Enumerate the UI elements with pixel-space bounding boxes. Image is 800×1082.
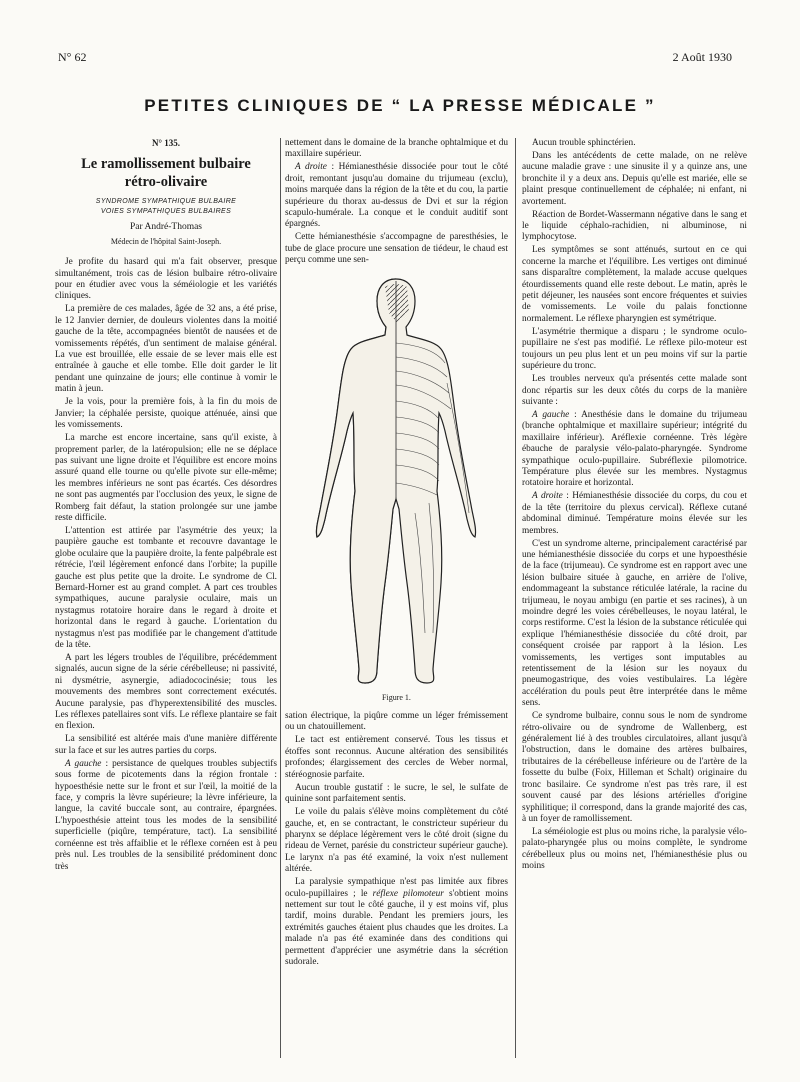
paragraph: Cette hémianesthésie s'accompagne de paresthésies, le tube de glace procure une sensation de tiédeur, le chaud est perçu comme une sen- — [285, 232, 508, 266]
paragraph: C'est un syndrome alterne, principalement caractérisé par une hémianesthésie dissociée du corps et une hypoesthésie de la face (trijumeau). Ce syndrome est en rapport avec une lésion bulbaire située à gauche, en arrière de l'olive, endommageant la substance réticulée latérale, la racine du trijumeau, le noyau ambigu (en partie et ses racines), à un moindre degré les voies cérébelleuses, le noyau latéral, le corps restiforme. C'est la lésion de la substance réticulée qui explique l'hémianesthésie dissociée du côté droit, par conséquent croisée par rapport à la lésion. Les vomissements, les vertiges sont imputables au retentissement de la lésion sur les noyaux du pneumogastrique, des voies vestibulaires. La légère accélération du pouls peut être interprétée dans le même sens. — [522, 538, 747, 709]
article-title — [55, 155, 277, 191]
paragraph-emphasis: réflexe pilomoteur — [372, 888, 444, 899]
paragraph-lead: A gauche — [65, 758, 102, 769]
paragraph-text: : Anesthésie dans le domaine du trijumeau (branche ophtalmique et maxillaire supérieur; intégrité du maxillaire inférieur). Aréflexie cornéenne. Très légère ébauche de paralysie vélo-palato-pharyngée. Syndrome sympathique oculo-pupillaire. Subréflexie pilomotrice. Température plus élevée sur les membres. Nystagmus rotatoire horaire et horizontal. — [522, 409, 747, 489]
paragraph: La séméiologie est plus ou moins riche, la paralysie vélo-palato-pharyngée plus ou moins complète, le syndrome cérébelleux plus ou moins net, l'hémianesthésie plus ou moins — [522, 826, 747, 872]
paragraph — [285, 877, 508, 968]
article-number: N° 135. — [151, 138, 181, 148]
paragraph — [522, 410, 747, 490]
paragraph: A part les légers troubles de l'équilibre, précédemment signalés, aucun signe de la série cérébelleuse; ni passivité, ni dysmétrie, asynergie, adiadococinésie; tous les mouvements des membres sont correctement exécutés. Aucune paralysie, pas d'hyperextensibilité des muscles. Les réflexes patellaires sont vifs. Le réflexe plantaire se fait en flexion. — [55, 653, 277, 732]
column-divider — [280, 138, 281, 1058]
paragraph: Le tact est entièrement conservé. Tous les tissus et étoffes sont reconnus. Aucune altération des sensibilités profondes; élargissement des cercles de Weber normal, stéréognosie parfaite. — [285, 735, 508, 780]
paragraph — [522, 491, 747, 537]
column-1 — [55, 138, 277, 873]
dermatome-figure — [285, 273, 507, 688]
paragraph — [285, 162, 508, 230]
paragraph: Aucun trouble sphinctérien. — [532, 138, 636, 148]
paragraph: Les troubles nerveux qu'a présentés cette malade sont donc répartis sur les deux côtés du corps de la manière suivante : — [522, 374, 747, 407]
paragraph-lead: A droite — [295, 162, 327, 173]
paragraph: Je la vois, pour la première fois, à la fin du mois de Janvier; la céphalée persiste, quoique atténuée, ainsi que les vomissements. — [55, 397, 277, 431]
issue-number: N° 62 — [58, 50, 87, 64]
column-3 — [522, 138, 747, 873]
body-sensory-map-illustration — [285, 273, 507, 688]
paragraph-text: s'obtient moins nettement sur tout le côté gauche, il y est moins vif, plus tardif, moins durable. Pendant les premiers jours, les extrémités gauches étaient plus chaudes que les droites. La malade n'a pas été examinée dans des conditions qui permettent d'apprécier une asymétrie dans la sécrétion sudorale. — [285, 888, 508, 967]
paragraph: Je profite du hasard qui m'a fait observer, presque simultanément, trois cas de lésion bulbaire rétro-olivaire pour en étudier avec vous la séméiologie et les variétés cliniques. — [55, 257, 277, 302]
figure-caption: Figure 1. — [382, 692, 411, 702]
paragraph — [55, 759, 277, 873]
paragraph: La marche est encore incertaine, sans qu'il existe, à proprement parler, de la latéropulsion; elle ne se déplace pas suivant une ligne droite et l'équilibre est encore moins assuré quand elle tourne ou qu'elle pivote sur elle-même; les membres inférieurs ne sont pas écartés. Ces désordres ne sont pas augmentés par l'occlusion des yeux, le signe de Romberg fait défaut, la station prolongée sur une jambe reste difficile. — [55, 433, 277, 523]
article-subtitle: SYNDROME SYMPATHIQUE BULBAIRE — [95, 198, 237, 206]
article-subtitle: VOIES SYMPATHIQUES BULBAIRES — [100, 208, 232, 216]
column-divider — [515, 138, 516, 1058]
column-2 — [285, 138, 508, 968]
paragraph-text: : Hémianesthésie dissociée du corps, du cou et de la tête (territoire du plexus cervical). Réflexe cutané abdominal diminué. Température moins élevée sur les membres. — [522, 491, 747, 536]
article-title-line: rétro-olivaire — [124, 174, 208, 191]
paragraph: L'asymétrie thermique a disparu ; le syndrome oculo-pupillaire ne s'est pas modifié. Le réflexe pilo-moteur est toujours un peu plus lent et un peu moins vif sur la partie supérieure du tronc. — [522, 326, 747, 372]
paragraph: Dans les antécédents de cette malade, on ne relève aucune maladie grave : une sinusite il y a quinze ans, une bronchite il y a deux ans. Depuis qu'elle est mariée, elle se plaint presque continuellement de céphalée; ni enfant, ni avortement. — [522, 151, 747, 207]
paragraph: Réaction de Bordet-Wassermann négative dans le sang et le liquide céphalo-rachidien, ni albuminose, ni lymphocytose. — [522, 209, 747, 243]
paragraph: sation électrique, la piqûre comme un léger frémissement ou un chatouillement. — [285, 711, 508, 733]
article-title-line: Le ramollissement bulbaire — [81, 156, 251, 173]
paragraph: nettement dans le domaine de la branche ophtalmique et du maxillaire supérieur. — [285, 138, 508, 160]
paragraph: Les symptômes se sont atténués, surtout en ce qui concerne la marche et l'équilibre. Les vertiges ont diminué sans disparaître complètement, la malade accuse quelques étourdissements quand elle reste debout. Le matin, après le petit déjeuner, les nausées sont encore fréquentes et suivies de vomissements. Le voile du palais fonctionne normalement. Le réflexe pharyngien est symétrique. — [522, 245, 747, 324]
author-affiliation: Médecin de l'hôpital Saint-Joseph. — [110, 236, 222, 246]
issue-date: 2 Août 1930 — [672, 50, 732, 64]
journal-section-title: PETITES CLINIQUES DE “ LA PRESSE MÉDICALE ” — [144, 96, 656, 115]
paragraph: Aucun trouble gustatif : le sucre, le sel, le sulfate de quinine sont parfaitement sentis. — [285, 782, 508, 805]
paragraph-text: : Hémianesthésie dissociée pour tout le côté droit, remontant jusqu'au domaine du trijumeau (exclu), moins marquée dans la région de la tête et du cou, la partie supérieure du thorax au-dessus de Dvi et sur la région scapulo-humérale. La conque et le conduit auditif sont épargnés. — [285, 162, 508, 230]
paragraph: Ce syndrome bulbaire, connu sous le nom de syndrome rétro-olivaire ou de syndrome de Wallenberg, est généralement lié à des troubles circulatoires, allant jusqu'à l'obstruction, dans le domaine des artères bulbaires, tributaires de la cérébelleuse inférieure ou de l'artère de la fossette du bulbe (Foix, Hilleman et Schalt) originaire du tronc basilaire. Ce syndrome n'est pas très rare, il est souvent causé par des lésions artérielles d'origine syphilitique; il correspond, dans la grande majorité des cas, à un foyer de ramollissement. — [522, 711, 747, 824]
paragraph-text: : persistance de quelques troubles subjectifs sous forme de picotements dans la région frontale : hypoesthésie nette sur le front et sur l'œil, la moitié de la face, y compris la lèvre supérieure; la lèvre inférieure, la langue, la cavité buccale sont, au contraire, épargnées. L'hypoesthésie atteint tous les modes de la sensibilité superficielle (piqûre, température, tact). La sensibilité cornéenne est très affaiblie et le réflexe cornéen est à peu près nul. Les troubles de la sensibilité prédominent donc très — [55, 758, 278, 872]
paragraph: Le voile du palais s'élève moins complètement du côté gauche, et, en se contractant, le constricteur supérieur du pharynx se déplace légèrement vers le côté droit (signe du rideau de Vernet, parésie du constricteur supérieur gauche). Le larynx n'a pas été examiné, la voix n'est nullement altérée. — [285, 807, 508, 875]
paragraph-text: La paralysie sympathique n'est pas limitée aux fibres oculo-pupillaires ; le — [285, 877, 508, 899]
paragraph-lead: A gauche — [532, 409, 570, 420]
article-author: Par André-Thomas — [129, 222, 203, 233]
paragraph: La première de ces malades, âgée de 32 ans, a été prise, le 12 Janvier dernier, de douleurs violentes dans la moitié gauche de la tête, accompagnées bientôt de nausées et de vomissements répétés, d'un sentiment de malaise général. La vue est brouillée, elle essaie de se lever mais elle est entraînée à gauche et elle tombe. Elle doit garder le lit pendant une quinzaine de jours; elle continue à vomir le matin à jeun. — [55, 304, 277, 395]
paragraph-lead: A droite — [532, 491, 563, 502]
paragraph: L'attention est attirée par l'asymétrie des yeux; la paupière gauche est tombante et recouvre davantage le globe oculaire que la paupière droite, la fente palpébrale est rétrécie, l'œil légèrement enfoncé dans l'orbite; la pupille gauche est plus petite que la droite. Le syndrome de Cl. Bernard-Horner est au grand complet. A part ces troubles sympathiques, aucune paralysie oculaire, mais un nystagmus rotatoire horaire dans le regard à droite et horizontal dans le regard à gauche. L'orientation du nystagmus n'est pas modifiée par le changement d'attitude de la tête. — [55, 525, 277, 650]
paragraph: La sensibilité est altérée mais d'une manière différente sur la face et sur les autres parties du corps. — [55, 734, 277, 756]
